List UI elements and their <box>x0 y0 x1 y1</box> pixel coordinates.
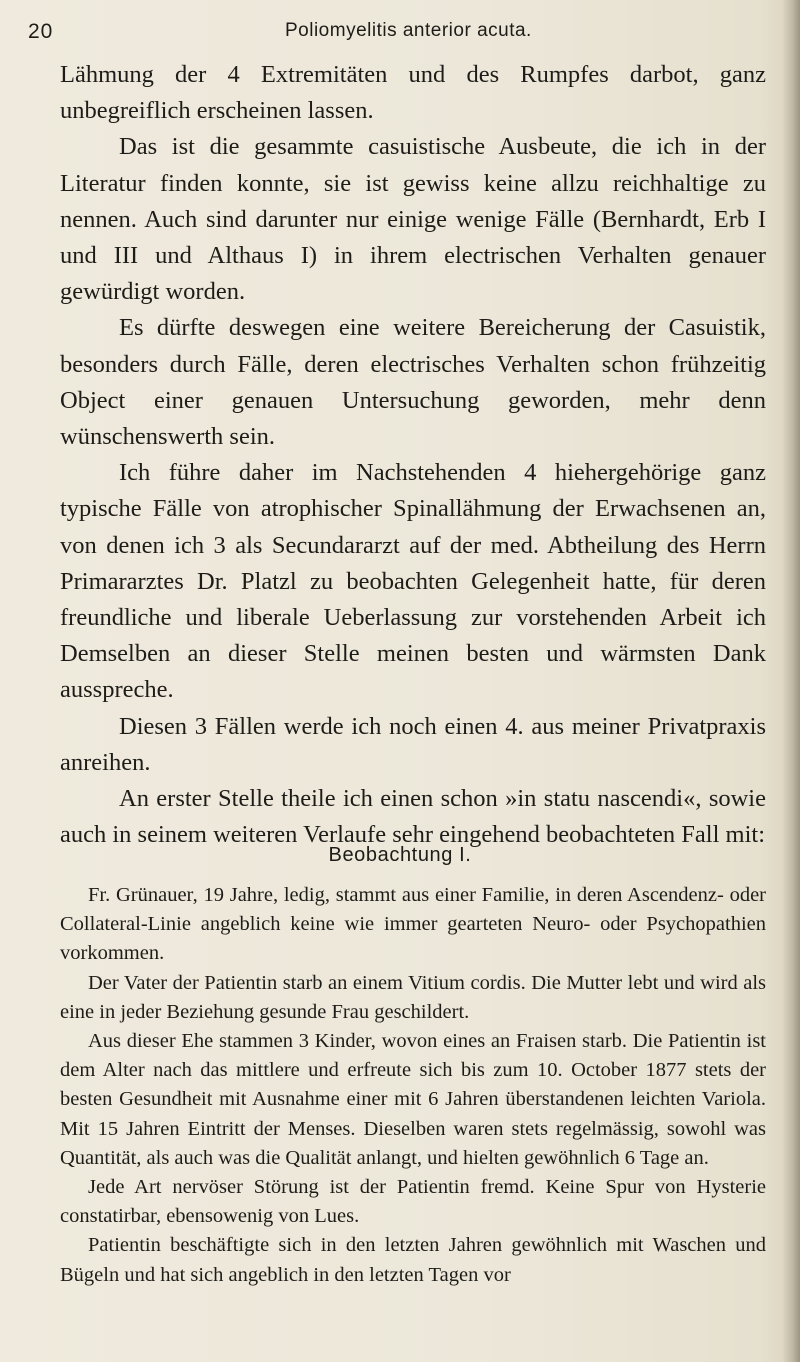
page-header <box>0 20 800 50</box>
case-paragraph: Der Vater der Patientin starb an einem Vitium cordis. Die Mutter lebt und wird als eine in jeder Beziehung gesunde Frau geschildert. <box>60 971 766 1023</box>
intro-paragraph: An erster Stelle theile ich einen schon »in statu nascendi«, sowie auch in seinem weiteren Verlaufe sehr eingehend beobachteten Fall mit: <box>60 785 766 849</box>
page-edge-shadow <box>782 0 800 1362</box>
running-title: Poliomyelitis anterior acuta. <box>285 20 532 41</box>
page-number: 20 <box>28 20 54 43</box>
intro-paragraph: Diesen 3 Fällen werde ich noch einen 4. aus meiner Privatpraxis anreihen. <box>60 712 766 776</box>
case-paragraph: Jede Art nervöser Störung ist der Patientin fremd. Keine Spur von Hysterie constatirbar, ebensowenig von Lues. <box>60 1176 766 1228</box>
section-heading: Beobachtung I. <box>328 844 472 866</box>
intro-paragraph: Ich führe daher im Nachstehenden 4 hiehergehörige ganz typische Fälle von atrophischer Spinallähmung der Erwachsenen an, von denen ich 3 als Secundararzt auf der med. Abtheilung des Herrn Primararztes Dr. Platzl zu beobachten Gelegenheit hatte, für deren freundliche und liberale Ueberlassung zur vorstehenden Arbeit ich Demselben an dieser Stelle meinen besten und wärmsten Dank ausspreche. <box>60 459 766 704</box>
intro-paragraph: Es dürfte deswegen eine weitere Bereicherung der Casuistik, besonders durch Fälle, deren electrisches Verhalten schon frühzeitig Object einer genauen Untersuchung geworden, mehr denn wünschenswerth sein. <box>60 314 766 451</box>
case-paragraph: Fr. Grünauer, 19 Jahre, ledig, stammt aus einer Familie, in deren Ascendenz- oder Collateral-Linie angeblich keine wie immer gearteten Neuro- oder Psychopathien vorkommen. <box>60 884 766 965</box>
intro-paragraph: Das ist die gesammte casuistische Ausbeute, die ich in der Literatur finden konnte, sie ist gewiss keine allzu reichhaltige zu nennen. Auch sind darunter nur einige wenige Fälle (Bernhardt, Erb I und III und Althaus I) in ihrem electrischen Verhalten genauer gewürdigt worden. <box>60 133 766 306</box>
case-paragraph: Aus dieser Ehe stammen 3 Kinder, wovon eines an Fraisen starb. Die Patientin ist dem Alter nach das mittlere und erfreute sich bis zum 10. October 1877 stets der besten Gesundheit mit Ausnahme einer mit 6 Jahren überstandenen leichten Variola. Mit 15 Jahren Eintritt der Menses. Dieselben waren stets regelmässig, sowohl was Quantität, als auch was die Qualität anlangt, und hielten gewöhnlich 6 Tage an. <box>60 1030 766 1169</box>
case-paragraph: Patientin beschäftigte sich in den letzten Jahren gewöhnlich mit Waschen und Bügeln und hat sich angeblich in den letzten Tagen vor <box>60 1234 766 1286</box>
case-report-text <box>60 881 766 1290</box>
intro-paragraph: Lähmung der 4 Extremitäten und des Rumpfes darbot, ganz unbegreiflich erscheinen lassen. <box>60 61 766 125</box>
intro-text <box>60 57 766 853</box>
